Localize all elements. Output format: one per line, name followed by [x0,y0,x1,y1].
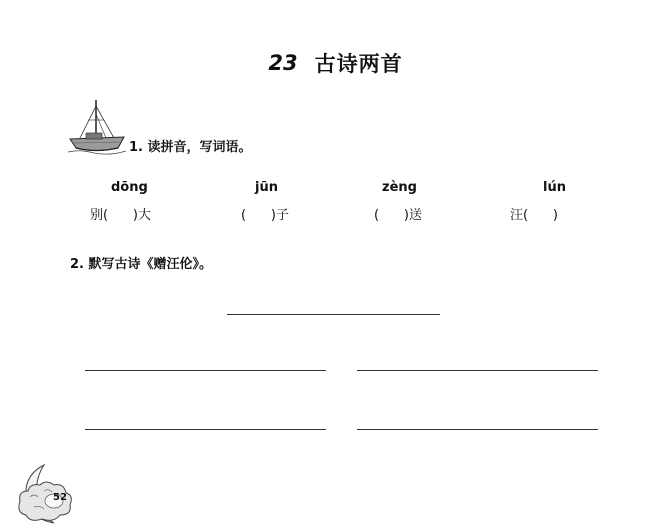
word-blank-3[interactable]: ( )送 [374,208,422,223]
word-blank-1[interactable]: 别( )大 [90,208,151,223]
poem-line-3[interactable] [85,429,326,430]
word-blank-2[interactable]: ( )子 [241,208,289,223]
question-2-label: 2. 默写古诗《赠汪伦》。 [70,257,213,272]
page-title [0,48,665,78]
sailboat-icon [66,98,128,156]
poem-title-line[interactable] [227,314,440,315]
question-1-label: 1. 读拼音，写词语。 [129,140,252,155]
lesson-title: 古诗两首 [314,51,403,76]
poem-line-1[interactable] [85,370,326,371]
poem-line-4[interactable] [357,429,598,430]
lesson-number: 23 [262,51,303,75]
pinyin-2: jūn [255,180,278,195]
poem-line-2[interactable] [357,370,598,371]
word-blank-4[interactable]: 汪( ) [510,208,558,223]
page-number: 52 [53,492,67,503]
pinyin-4: lún [543,180,566,195]
pinyin-1: dōng [111,180,148,195]
pinyin-3: zèng [382,180,417,195]
